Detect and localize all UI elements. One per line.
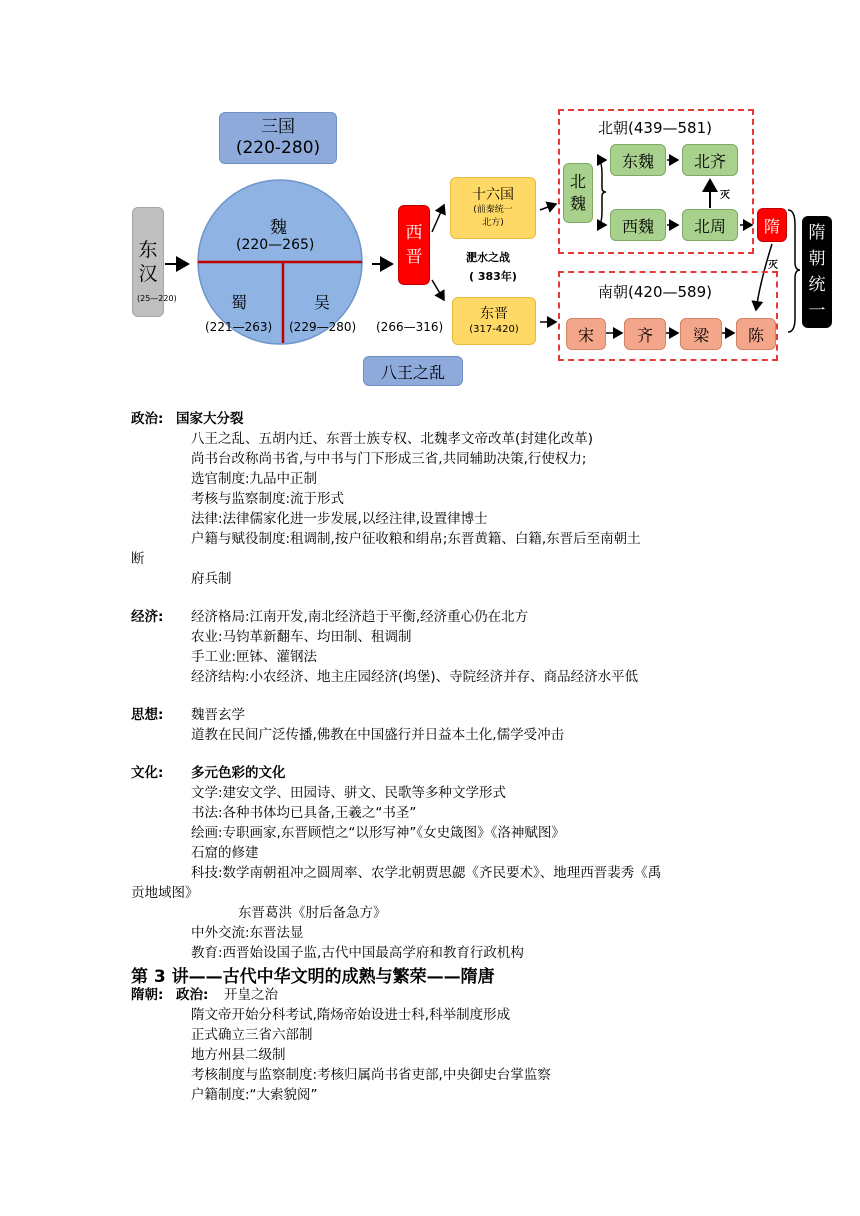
- shiliuguo-note: (前秦统一 北方): [473, 205, 513, 228]
- sanguo-years: (220-280): [235, 138, 321, 158]
- dongjin-years: (317-420): [469, 324, 519, 335]
- politics-line-3: 选官制度:九品中正制: [191, 471, 318, 487]
- bawang-box: [363, 356, 463, 386]
- politics-label: 政治:: [131, 411, 164, 427]
- sui-name: 隋: [763, 216, 780, 236]
- culture-line-7: 中外交流:东晋法显: [191, 925, 304, 941]
- xijin-box: [398, 205, 430, 285]
- politics-line-6b: 断: [131, 551, 145, 567]
- sui-line-5: 户籍制度:“大索貌阅”: [191, 1087, 318, 1103]
- shiliuguo-box: [450, 177, 536, 239]
- politics-line-1: 八王之乱、五胡内迁、东晋士族专权、北魏孝文帝改革(封建化改革): [191, 431, 594, 447]
- dongwei-box: [610, 144, 666, 176]
- liang-box: [680, 318, 722, 350]
- sui-box: [757, 208, 787, 242]
- economy-line-2: 农业:马钧革新翻车、均田制、租调制: [191, 629, 412, 645]
- culture-line-3: 绘画:专职画家,东晋顾恺之“以形写神”《女史箴图》《洛神赋图》: [191, 825, 565, 841]
- sanguo-box: [219, 112, 337, 164]
- wei-years: (220—265): [236, 237, 315, 253]
- wei-name: 魏: [270, 218, 287, 238]
- culture-line-5b: 贡地域图》: [131, 885, 199, 901]
- feishui-name: 淝水之战: [466, 251, 510, 264]
- dongjin-name: 东晋: [480, 306, 508, 322]
- sui-politics-label: 政治:: [176, 987, 209, 1003]
- economy-line-4: 经济结构:小农经济、地主庄园经济(坞堡)、寺院经济并存、商品经济水平低: [191, 669, 639, 685]
- politics-line-6a: 户籍与赋役制度:租调制,按户征收粮和绢帛;东晋黄籍、白籍,东晋后至南朝土: [191, 531, 641, 547]
- culture-label: 文化:: [131, 765, 164, 781]
- sui-line-1: 隋文帝开始分科考试,隋炀帝始设进士科,科举制度形成: [191, 1007, 511, 1023]
- sui-line-4: 考核制度与监察制度:考核归属尚书省吏部,中央御史台掌监察: [191, 1067, 551, 1083]
- beiwei-name: 北 魏: [569, 172, 586, 213]
- donghan-name: 东 汉: [138, 239, 158, 285]
- suiunify-label: 隋 朝 统 一: [808, 223, 826, 321]
- sui-line-3: 地方州县二级制: [191, 1047, 286, 1063]
- chen-name: 陈: [747, 325, 764, 345]
- shiliuguo-name: 十六国: [472, 187, 514, 203]
- qi-name: 齐: [636, 325, 653, 345]
- chen-box: [736, 318, 776, 350]
- politics-title: 国家大分裂: [176, 411, 244, 427]
- culture-line-8: 教育:西晋始设国子监,古代中国最高学府和教育行政机构: [191, 945, 524, 961]
- wu-name: 吴: [314, 293, 331, 312]
- liang-name: 梁: [692, 325, 709, 345]
- qi-box: [624, 318, 666, 350]
- culture-line-5a: 科技:数学南朝祖冲之圆周率、农学北朝贾思勰《齐民要术》、地理西晋裴秀《禹: [191, 865, 662, 881]
- wu-years: (229—280): [289, 320, 357, 334]
- beiwei-box: [563, 163, 593, 223]
- economy-label: 经济:: [131, 609, 164, 625]
- feishui-years: ( 383年): [469, 270, 517, 283]
- politics-line-2: 尚书台改称尚书省,与中书与门下形成三省,共同辅助决策,行使权力;: [191, 451, 587, 467]
- sui-label: 隋朝:: [131, 987, 164, 1003]
- beizhou-name: 北周: [693, 216, 726, 236]
- suiunify-box: [802, 216, 832, 328]
- beiqi-box: [682, 144, 738, 176]
- thought-line-1: 魏晋玄学: [191, 707, 245, 723]
- sui-line-0: 开皇之治: [224, 987, 278, 1003]
- politics-line-7: 府兵制: [191, 571, 232, 587]
- xijin-years: (266—316): [376, 320, 444, 334]
- politics-line-4: 考核与监察制度:流于形式: [191, 491, 345, 507]
- economy-line-3: 手工业:匣钵、灌钢法: [191, 649, 318, 665]
- song-name: 宋: [577, 325, 594, 345]
- shu-years: (221—263): [205, 320, 273, 334]
- song-box: [566, 318, 606, 350]
- thought-label: 思想:: [131, 707, 164, 723]
- culture-line-1: 文学:建安文学、田园诗、骈文、民歌等多种文学形式: [191, 785, 507, 801]
- bawang-label: 八王之乱: [380, 362, 445, 382]
- beiqi-name: 北齐: [693, 151, 726, 171]
- shu-name: 蜀: [231, 293, 248, 312]
- culture-line-6: 东晋葛洪《肘后备急方》: [238, 905, 387, 921]
- politics-line-5: 法律:法律儒家化进一步发展,以经注律,设置律博士: [191, 511, 488, 527]
- sui-line-2: 正式确立三省六部制: [191, 1027, 313, 1043]
- beichao-title: 北朝(439—581): [598, 119, 712, 137]
- mie-label-1: 灭: [720, 190, 730, 201]
- xijin-name: 西 晋: [405, 223, 423, 267]
- donghan-years: (25—220): [137, 294, 177, 303]
- culture-line-4: 石窟的修建: [191, 845, 259, 861]
- culture-title: 多元色彩的文化: [191, 765, 286, 781]
- mie-label-2: 灭: [768, 260, 778, 271]
- xiwei-box: [610, 209, 666, 241]
- sanguo-title: 三国: [261, 117, 295, 137]
- dongjin-box: [452, 297, 536, 345]
- dongwei-name: 东魏: [621, 151, 654, 171]
- section-heading: 第 3 讲——古代中华文明的成熟与繁荣——隋唐: [131, 967, 495, 987]
- economy-line-1: 经济格局:江南开发,南北经济趋于平衡,经济重心仍在北方: [191, 609, 529, 625]
- xiwei-name: 西魏: [621, 216, 654, 236]
- nanchao-title: 南朝(420—589): [598, 283, 712, 301]
- thought-line-2: 道教在民间广泛传播,佛教在中国盛行并日益本土化,儒学受冲击: [191, 727, 565, 743]
- beizhou-box: [682, 209, 738, 241]
- culture-line-2: 书法:各种书体均已具备,王羲之“书圣”: [191, 805, 417, 821]
